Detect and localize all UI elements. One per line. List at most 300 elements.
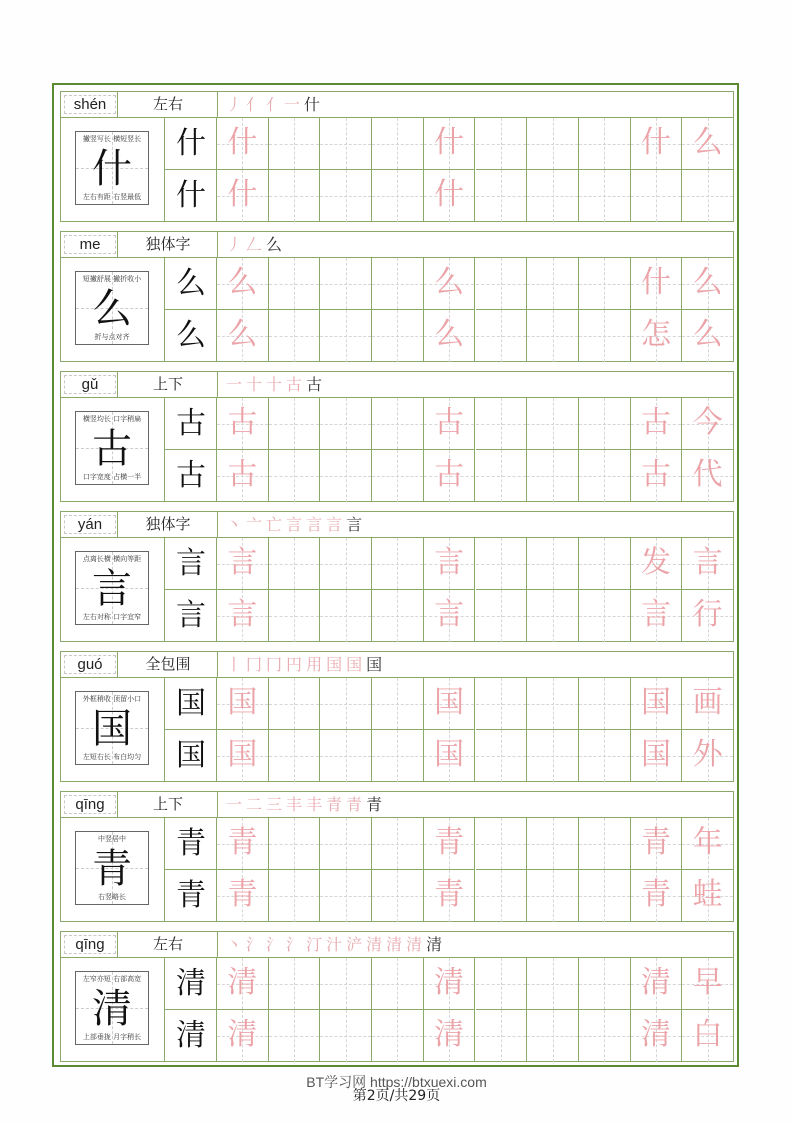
stroke-step: 丰 [286,795,305,814]
practice-cell[interactable] [217,310,269,362]
practice-cell[interactable] [217,118,269,170]
model-column [165,958,217,1062]
practice-cell[interactable] [682,1010,734,1062]
practice-cell[interactable] [269,678,321,730]
practice-cell[interactable] [217,730,269,782]
stroke-step: 丶 [226,515,245,534]
character-block [60,371,734,502]
trace-character: 早 [692,965,723,1000]
practice-cell[interactable] [269,310,321,362]
sample-character-box [75,831,149,905]
stroke-step: 十 [246,375,265,394]
practice-cell[interactable] [320,310,372,362]
stroke-step: 言 [306,515,325,534]
trace-character: 什 [640,265,671,300]
stroke-step: 青 [346,795,365,814]
practice-cell[interactable] [682,590,734,642]
practice-cell[interactable] [631,538,683,590]
practice-cell[interactable] [320,590,372,642]
stroke-step: 言 [326,515,345,534]
practice-cell[interactable] [682,678,734,730]
trace-character: 青 [640,877,671,912]
practice-cell[interactable] [682,818,734,870]
writing-tip-top: 点离长横 横向等距 [82,555,142,563]
pinyin-label: me [64,235,116,254]
practice-cell[interactable] [269,1010,321,1062]
practice-cell[interactable] [476,118,528,170]
writing-tip-top: 左窄亦短 右部高宽 [82,975,142,983]
trace-character: 青 [434,877,465,912]
writing-tip-top: 撇竖写长 横短竖长 [82,135,142,143]
writing-tip-top: 横竖均长 口字稍扁 [82,415,142,423]
trace-character: 古 [227,457,258,492]
stroke-step: 亻一 [266,95,303,114]
practice-cell[interactable] [424,538,476,590]
practice-cell[interactable] [269,870,321,922]
trace-character: 言 [434,597,465,632]
structure-label: 独体字 [117,232,218,257]
practice-cell[interactable] [217,958,269,1010]
structure-label: 左右 [117,92,218,117]
trace-character: 蛙 [692,877,723,912]
model-character: 么 [165,258,217,310]
practice-cell[interactable] [682,170,734,222]
stroke-step: 国 [326,655,345,674]
practice-cell[interactable] [631,118,683,170]
practice-cell[interactable] [372,678,424,730]
practice-cell[interactable] [631,590,683,642]
practice-cell[interactable] [424,310,476,362]
trace-character: 代 [692,457,723,492]
sample-panel [61,398,165,502]
trace-character: 么 [692,265,723,300]
model-column [165,538,217,642]
stroke-order [217,232,733,257]
practice-cell[interactable] [579,818,631,870]
sample-character-box [75,411,149,485]
model-character: 么 [176,318,206,353]
practice-cell[interactable] [424,450,476,502]
character-block [60,651,734,782]
sample-character: 国 [92,706,132,752]
practice-cell[interactable] [217,538,269,590]
practice-cell[interactable] [372,538,424,590]
character-block [60,511,734,642]
trace-character: 青 [227,877,258,912]
character-block [60,231,734,362]
stroke-step: 汁 [326,935,345,954]
practice-cell[interactable] [320,818,372,870]
trace-character: 么 [692,125,723,160]
trace-character: 白 [692,1017,723,1052]
practice-cell[interactable] [682,310,734,362]
practice-cell[interactable] [476,818,528,870]
practice-cell[interactable] [424,170,476,222]
practice-cell[interactable] [269,170,321,222]
practice-cell[interactable] [269,818,321,870]
stroke-order [217,92,733,117]
trace-character: 古 [434,405,465,440]
practice-cell[interactable] [424,678,476,730]
practice-cell[interactable] [320,258,372,310]
stroke-step: 清 [406,935,425,954]
model-column [165,118,217,222]
practice-cell[interactable] [527,450,579,502]
block-header [61,512,733,538]
practice-cell[interactable] [217,678,269,730]
trace-character: 今 [692,405,723,440]
stroke-step: 一 [226,375,245,394]
practice-cell[interactable] [682,118,734,170]
sample-character-box [75,971,149,1045]
stroke-step: 什 [304,95,323,114]
practice-cell[interactable] [527,310,579,362]
practice-cell[interactable] [476,870,528,922]
trace-character: 言 [434,545,465,580]
practice-cell[interactable] [631,1010,683,1062]
practice-cell[interactable] [682,730,734,782]
stroke-step: 三 [266,795,285,814]
practice-cell[interactable] [527,538,579,590]
sample-panel [61,538,165,642]
practice-cell[interactable] [424,730,476,782]
practice-cell[interactable] [631,398,683,450]
structure-label: 上下 [117,792,218,817]
stroke-step: 古 [286,375,305,394]
practice-cell[interactable] [269,450,321,502]
practice-cell[interactable] [269,538,321,590]
practice-cell[interactable] [476,538,528,590]
trace-character: 怎 [640,317,671,352]
trace-character: 什 [434,125,465,160]
trace-character: 什 [640,125,671,160]
writing-tip-bottom: 左右对称 口字宜窄 [82,613,142,621]
practice-cell[interactable] [372,818,424,870]
practice-cell[interactable] [631,958,683,1010]
practice-cell[interactable] [631,730,683,782]
practice-cell[interactable] [372,1010,424,1062]
practice-cell[interactable] [476,170,528,222]
sample-panel [61,678,165,782]
writing-tip-bottom: 上部垂拢 月字稍长 [82,1033,142,1041]
practice-cell[interactable] [527,118,579,170]
practice-cell[interactable] [476,730,528,782]
stroke-order [217,512,733,537]
practice-cell[interactable] [631,258,683,310]
pinyin-label: gǔ [64,375,116,394]
model-character: 什 [176,178,206,213]
stroke-step: 清 [366,935,385,954]
practice-cell[interactable] [579,1010,631,1062]
practice-cell[interactable] [476,1010,528,1062]
sample-character-box [75,131,149,205]
practice-cell[interactable] [527,870,579,922]
trace-character: 行 [692,597,723,632]
trace-character: 国 [640,685,671,720]
stroke-step: 言 [346,515,365,534]
pinyin-label: qīng [64,935,116,954]
practice-cell[interactable] [527,170,579,222]
stroke-order [217,652,733,677]
stroke-step: 氵 [286,935,305,954]
model-column [165,818,217,922]
practice-cell[interactable] [320,678,372,730]
sample-character: 言 [92,566,132,612]
practice-cell[interactable] [579,170,631,222]
practice-cell[interactable] [372,870,424,922]
practice-cell[interactable] [579,958,631,1010]
model-character: 言 [176,598,206,633]
practice-grid [217,258,733,362]
practice-cell[interactable] [579,398,631,450]
practice-cell[interactable] [217,590,269,642]
trace-character: 古 [640,405,671,440]
practice-cell[interactable] [476,958,528,1010]
practice-cell[interactable] [527,1010,579,1062]
practice-cell[interactable] [424,398,476,450]
practice-cell[interactable] [424,590,476,642]
practice-cell[interactable] [320,398,372,450]
structure-label: 全包围 [117,652,218,677]
stroke-step: 用 [306,655,325,674]
practice-cell[interactable] [579,678,631,730]
practice-cell[interactable] [372,170,424,222]
trace-character: 言 [227,597,258,632]
practice-cell[interactable] [579,538,631,590]
practice-cell[interactable] [527,678,579,730]
practice-cell[interactable] [424,870,476,922]
practice-cell[interactable] [372,958,424,1010]
practice-cell[interactable] [476,450,528,502]
model-character: 什 [165,118,217,170]
practice-cell[interactable] [217,398,269,450]
practice-cell[interactable] [424,818,476,870]
trace-character: 画 [692,685,723,720]
writing-tip-bottom: 左短右长 布白均匀 [82,753,142,761]
trace-character: 青 [227,825,258,860]
trace-character: 什 [227,177,258,212]
sample-panel [61,958,165,1062]
practice-cell[interactable] [372,730,424,782]
stroke-step: 么 [266,235,285,254]
model-column [165,258,217,362]
sample-character: 么 [92,286,132,332]
practice-cell[interactable] [269,118,321,170]
stroke-step: 丿 [226,235,245,254]
practice-cell[interactable] [476,310,528,362]
stroke-step: 丶 [226,935,245,954]
practice-cell[interactable] [269,398,321,450]
stroke-step: 十 [266,375,285,394]
practice-cell[interactable] [320,538,372,590]
stroke-step: 氵 [266,935,285,954]
practice-cell[interactable] [631,870,683,922]
practice-cell[interactable] [372,310,424,362]
practice-cell[interactable] [682,398,734,450]
sample-panel [61,258,165,362]
sample-character-box [75,551,149,625]
practice-cell[interactable] [631,450,683,502]
practice-cell[interactable] [682,258,734,310]
model-character: 古 [176,458,206,493]
practice-cell[interactable] [217,258,269,310]
practice-cell[interactable] [476,258,528,310]
practice-grid [217,958,733,1062]
structure-label: 独体字 [117,512,218,537]
practice-cell[interactable] [217,818,269,870]
practice-grid [217,818,733,922]
trace-character: 什 [434,177,465,212]
stroke-step: 浐 [346,935,365,954]
trace-character: 言 [640,597,671,632]
trace-character: 言 [227,545,258,580]
practice-cell[interactable] [269,730,321,782]
practice-cell[interactable] [527,958,579,1010]
practice-cell[interactable] [424,958,476,1010]
stroke-step: 冂 [246,655,265,674]
trace-character: 清 [434,965,465,1000]
trace-character: 古 [640,457,671,492]
trace-character: 青 [434,825,465,860]
practice-cell[interactable] [682,958,734,1010]
writing-tip-top: 短撇舒展 撇折收小 [82,275,142,283]
trace-character: 言 [692,545,723,580]
practice-cell[interactable] [269,590,321,642]
practice-cell[interactable] [631,310,683,362]
practice-grid [217,398,733,502]
practice-cell[interactable] [217,170,269,222]
practice-cell[interactable] [372,398,424,450]
practice-cell[interactable] [372,118,424,170]
trace-character: 国 [227,737,258,772]
sample-panel [61,118,165,222]
practice-cell[interactable] [217,450,269,502]
practice-cell[interactable] [424,1010,476,1062]
trace-character: 国 [640,737,671,772]
stroke-step: 亻 [246,95,265,114]
trace-character: 国 [434,737,465,772]
character-block [60,91,734,222]
sample-panel [61,818,165,922]
practice-cell[interactable] [320,118,372,170]
model-character: 国 [176,738,206,773]
writing-tip-bottom: 折与点对齐 [94,333,130,341]
stroke-step: 𠃋 [246,235,265,254]
stroke-step: 一 [226,795,245,814]
writing-tip-bottom: 右竖略长 [98,893,126,901]
practice-cell[interactable] [476,590,528,642]
stroke-order [217,792,733,817]
practice-cell[interactable] [476,398,528,450]
trace-character: 古 [434,457,465,492]
stroke-step: 亠 [246,515,265,534]
stroke-step: 氵 [246,935,265,954]
practice-cell[interactable] [320,870,372,922]
trace-character: 清 [227,1017,258,1052]
practice-cell[interactable] [579,118,631,170]
practice-cell[interactable] [217,1010,269,1062]
practice-cell[interactable] [372,590,424,642]
practice-cell[interactable] [579,450,631,502]
practice-cell[interactable] [682,538,734,590]
practice-cell[interactable] [682,870,734,922]
trace-character: 外 [692,737,723,772]
trace-character: 发 [640,545,671,580]
stroke-step: 清 [426,935,445,954]
practice-cell[interactable] [269,258,321,310]
practice-cell[interactable] [631,818,683,870]
practice-cell[interactable] [320,170,372,222]
practice-cell[interactable] [527,398,579,450]
stroke-step: 亡 [266,515,285,534]
block-header [61,652,733,678]
trace-character: 青 [640,825,671,860]
block-header [61,92,733,118]
practice-cell[interactable] [372,450,424,502]
block-header [61,932,733,958]
practice-cell[interactable] [320,730,372,782]
trace-character: 清 [434,1017,465,1052]
practice-cell[interactable] [579,258,631,310]
trace-character: 清 [640,965,671,1000]
practice-cell[interactable] [631,170,683,222]
practice-grid [217,678,733,782]
stroke-step: 清 [386,935,405,954]
practice-cell[interactable] [527,818,579,870]
practice-cell[interactable] [269,958,321,1010]
model-character: 言 [165,538,217,590]
practice-cell[interactable] [320,450,372,502]
model-column [165,398,217,502]
practice-cell[interactable] [579,730,631,782]
block-header [61,792,733,818]
practice-cell[interactable] [682,450,734,502]
practice-cell[interactable] [372,258,424,310]
model-character: 清 [176,1018,206,1053]
trace-character: 什 [227,125,258,160]
stroke-step: 国 [366,655,385,674]
practice-cell[interactable] [527,730,579,782]
practice-cell[interactable] [579,870,631,922]
stroke-step: 言 [286,515,305,534]
practice-grid [217,538,733,642]
practice-cell[interactable] [579,310,631,362]
practice-cell[interactable] [476,678,528,730]
practice-cell[interactable] [320,958,372,1010]
sample-character: 青 [92,846,132,892]
stroke-step: 青 [366,795,385,814]
pinyin-label: qīng [64,795,116,814]
practice-cell[interactable] [579,590,631,642]
practice-cell[interactable] [320,1010,372,1062]
stroke-step: 汀 [306,935,325,954]
stroke-order [217,932,733,957]
practice-grid [217,118,733,222]
practice-cell[interactable] [217,870,269,922]
trace-character: 国 [227,685,258,720]
stroke-step: 冂 [266,655,285,674]
trace-character: 么 [434,317,465,352]
practice-cell[interactable] [424,118,476,170]
stroke-step: 丿 [226,95,245,114]
sample-character-box [75,691,149,765]
practice-cell[interactable] [424,258,476,310]
practice-cell[interactable] [527,590,579,642]
trace-character: 古 [227,405,258,440]
practice-cell[interactable] [631,678,683,730]
practice-cell[interactable] [527,258,579,310]
stroke-step: 古 [306,375,325,394]
